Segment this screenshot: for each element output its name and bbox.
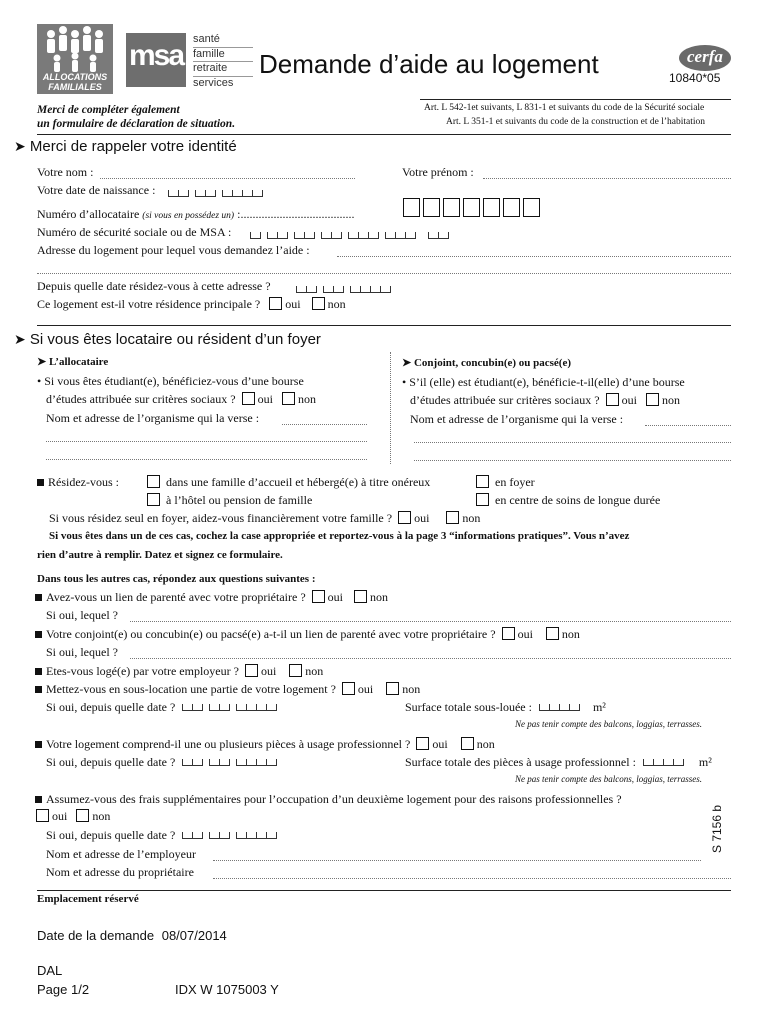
surface-sous-digits[interactable] xyxy=(539,700,580,715)
opt-soins-label: en centre de soins de longue durée xyxy=(495,493,661,507)
cerfa-text: cerfa xyxy=(687,47,723,66)
dal-code: DAL xyxy=(37,963,63,978)
logo-text-line2: FAMILIALES xyxy=(48,82,102,92)
col2-organisme-label: Nom et adresse de l’organisme qui la verse : xyxy=(410,412,624,426)
autres-cas-label: Dans tous les autres cas, répondez aux questions suivantes : xyxy=(37,573,316,585)
arrow-icon: ➤ xyxy=(14,331,26,347)
opt-hotel-row xyxy=(144,493,312,508)
secu-label: Numéro de sécurité sociale ou de MSA : xyxy=(37,225,232,239)
col1-oui-label: oui xyxy=(257,392,273,406)
foyer-aide-oui-checkbox[interactable] xyxy=(398,511,411,524)
col2-bourse-oui-checkbox[interactable] xyxy=(606,393,619,406)
side-code: S 7156 b xyxy=(710,804,724,853)
balcons-note-2: Ne pas tenir compte des balcons, loggias, terrasses. xyxy=(515,774,702,784)
idx-code: IDX W 1075003 Y xyxy=(175,982,279,997)
msa-word-famille: famille xyxy=(193,48,253,63)
bullet-square-icon xyxy=(35,594,42,601)
conjoint-non-label: non xyxy=(561,627,580,641)
bullet-square-icon xyxy=(37,479,44,486)
col1-organisme-label: Nom et adresse de l’organisme qui la verse : xyxy=(46,411,260,425)
bullet-square-icon xyxy=(35,668,42,675)
msa-word-services: services xyxy=(193,76,234,89)
col2-bourse-q2-row xyxy=(410,393,680,408)
col-conjoint-title xyxy=(402,356,571,369)
col1-bourse-non-checkbox[interactable] xyxy=(282,392,295,405)
foyer-aide-non-checkbox[interactable] xyxy=(446,511,459,524)
souslocation-non-checkbox[interactable] xyxy=(386,682,399,695)
date-demande-row xyxy=(37,928,227,943)
date-demande-value: 08/07/2014 xyxy=(161,928,227,943)
col2-bourse-non-checkbox[interactable] xyxy=(646,393,659,406)
surface-sous-unit: m² xyxy=(592,700,606,714)
col-allocataire-title-text: L’allocataire xyxy=(48,356,109,368)
opt-foyer-row xyxy=(473,475,535,490)
allocataire-number-boxes[interactable] xyxy=(403,198,543,221)
souslocation-date-row xyxy=(46,700,283,715)
employeur-non-label: non xyxy=(305,664,324,678)
intro-line1: Merci de compléter également xyxy=(37,104,180,116)
nom-label: Votre nom : xyxy=(37,165,94,179)
msa-word-retraite: retraite xyxy=(193,62,253,77)
foyer-aide-row xyxy=(49,511,480,526)
section-rule-locataire xyxy=(37,325,731,326)
column-divider xyxy=(390,352,391,464)
nom-input[interactable] xyxy=(100,178,355,179)
depuis-digits[interactable] xyxy=(296,282,397,297)
deuxieme-date-label: Si oui, depuis quelle date ? xyxy=(46,828,176,842)
arrow-icon: ➤ xyxy=(37,356,47,368)
souslocation-row xyxy=(35,682,420,697)
parente-row xyxy=(35,590,388,605)
conjoint-parente-row xyxy=(35,627,580,642)
note-line2: rien d’autre à remplir. Datez et signez ce formulaire. xyxy=(37,549,283,561)
residez-label xyxy=(37,475,119,490)
note-line1: Si vous êtes dans un de ces cas, cochez la case appropriée et reportez-vous à la page 3 “informations pratiques”. Vous n’avez xyxy=(49,530,630,542)
col2-non-label: non xyxy=(661,393,680,407)
conjoint-parente-non-checkbox[interactable] xyxy=(546,627,559,640)
conjoint-parente-label: Votre conjoint(e) ou concubin(e) ou pacsé(e) a-t-il un lien de parenté avec votre propriétaire ? xyxy=(46,627,496,641)
arrow-icon: ➤ xyxy=(402,357,412,369)
employeur-oui-checkbox[interactable] xyxy=(245,664,258,677)
deuxieme-row xyxy=(35,792,622,807)
foyer-non-label: non xyxy=(462,511,481,525)
deuxieme-non-label: non xyxy=(92,809,111,823)
col-allocataire-title xyxy=(37,355,108,368)
bullet-square-icon xyxy=(35,741,42,748)
employeur-row xyxy=(35,664,323,679)
employeur-label: Etes-vous logé(e) par votre employeur ? xyxy=(46,664,239,678)
depuis-label: Depuis quelle date résidez-vous à cette adresse ? xyxy=(37,279,271,293)
pro-date-label: Si oui, depuis quelle date ? xyxy=(46,755,176,769)
surface-sous-row xyxy=(405,700,606,715)
souslocation-date-digits[interactable] xyxy=(182,700,283,715)
parente-oui-checkbox[interactable] xyxy=(312,590,325,603)
pro-oui-checkbox[interactable] xyxy=(416,737,429,750)
parente-oui-label: oui xyxy=(327,590,343,604)
parente-label: Avez-vous un lien de parenté avec votre propriétaire ? xyxy=(46,590,306,604)
cerfa-number: 10840*05 xyxy=(669,71,721,85)
logo-text-line1: ALLOCATIONS xyxy=(42,72,108,82)
employeur-oui-label: oui xyxy=(260,664,277,678)
principale-row xyxy=(37,297,346,312)
opt-hotel-checkbox[interactable] xyxy=(147,493,160,506)
pro-oui-label: oui xyxy=(432,737,448,751)
allocations-familiales-logo xyxy=(37,24,113,94)
opt-foyer-checkbox[interactable] xyxy=(476,475,489,488)
col1-bourse-oui-checkbox[interactable] xyxy=(242,392,255,405)
surface-pro-row xyxy=(405,755,712,770)
pro-date-row xyxy=(46,755,283,770)
foyer-oui-label: oui xyxy=(414,511,430,525)
principale-oui-checkbox[interactable] xyxy=(269,297,282,310)
deuxieme-oui-checkbox[interactable] xyxy=(36,809,49,822)
identity-title-text: Merci de rappeler votre identité xyxy=(29,138,237,155)
principale-label: Ce logement est-il votre résidence principale ? xyxy=(37,297,261,311)
nom-proprietaire-input[interactable] xyxy=(213,878,731,879)
opt-famille-label: dans une famille d’accueil et hébergé(e) à titre onéreux xyxy=(166,475,431,489)
secu-digits[interactable] xyxy=(250,228,455,243)
pro-non-label: non xyxy=(476,737,495,751)
col1-non-label: non xyxy=(297,392,316,406)
opt-famille-checkbox[interactable] xyxy=(147,475,160,488)
souslocation-oui-label: oui xyxy=(357,682,374,696)
msa-word-sante: santé xyxy=(193,33,253,48)
employeur-non-checkbox[interactable] xyxy=(289,664,302,677)
opt-hotel-label: à l’hôtel ou pension de famille xyxy=(166,493,313,507)
pro-date-digits[interactable] xyxy=(182,755,283,770)
adresse-label: Adresse du logement pour lequel vous demandez l’aide : xyxy=(37,243,310,257)
conjoint-parente-oui-checkbox[interactable] xyxy=(502,627,515,640)
bullet-square-icon xyxy=(35,796,42,803)
col1-organisme-input-2[interactable] xyxy=(46,441,367,442)
parente-lequel-input[interactable] xyxy=(130,621,731,622)
locataire-title-text: Si vous êtes locataire ou résident d’un foyer xyxy=(29,331,321,348)
col2-organisme-input-2[interactable] xyxy=(414,442,731,443)
col1-organisme-input-3[interactable] xyxy=(46,459,367,460)
allocataire-label-text: Numéro d’allocataire xyxy=(37,207,140,221)
col-conjoint-title-text: Conjoint, concubin(e) ou pacsé(e) xyxy=(413,357,572,369)
naissance-digits[interactable] xyxy=(168,186,269,201)
surface-sous-label: Surface totale sous-louée : xyxy=(405,700,532,714)
balcons-note-1: Ne pas tenir compte des balcons, loggias, terrasses. xyxy=(515,719,702,729)
family-figures-icon xyxy=(37,24,113,74)
prenom-input[interactable] xyxy=(483,178,731,179)
opt-soins-row xyxy=(473,493,660,508)
parente-non-checkbox[interactable] xyxy=(354,590,367,603)
nom-proprietaire-label: Nom et adresse du propriétaire xyxy=(46,865,194,879)
col2-oui-label: oui xyxy=(621,393,637,407)
surface-pro-unit: m² xyxy=(698,755,712,769)
article-ref-2: Art. L 351-1 et suivants du code de la construction et de l’habitation xyxy=(446,117,705,127)
page-title: Demande d’aide au logement xyxy=(259,49,599,79)
deuxieme-answers xyxy=(33,809,110,824)
pro-non-checkbox[interactable] xyxy=(461,737,474,750)
col1-bourse-q1: • Si vous êtes étudiant(e), bénéficiez-vous d’une bourse xyxy=(37,374,304,388)
parente-non-label: non xyxy=(370,590,388,604)
naissance-label: Votre date de naissance : xyxy=(37,183,156,197)
col2-organisme-input-3[interactable] xyxy=(414,460,731,461)
opt-famille-row xyxy=(144,475,430,490)
adresse-input-1[interactable] xyxy=(337,256,731,257)
pro-label: Votre logement comprend-il une ou plusieurs pièces à usage professionnel ? xyxy=(46,737,411,751)
souslocation-label: Mettez-vous en sous-location une partie de votre logement ? xyxy=(46,682,336,696)
pro-row xyxy=(35,737,495,752)
residez-label-text: Résidez-vous : xyxy=(48,475,119,489)
deuxieme-label: Assumez-vous des frais supplémentaires pour l’occupation d’un deuxième logement pour des raisons professionnelles ? xyxy=(46,792,622,806)
header-rule xyxy=(420,99,731,100)
surface-pro-digits[interactable] xyxy=(643,755,684,770)
col1-bourse-q2-row xyxy=(46,392,316,407)
emplacement-reserve: Emplacement réservé xyxy=(37,893,139,905)
allocataire-dots: :...................................... xyxy=(234,207,355,221)
col1-bourse-q2: d’études attribuée sur critères sociaux ? xyxy=(46,392,236,406)
article-ref-1: Art. L 542-1et suivants, L 831-1 et suivants du code de la Sécurité sociale xyxy=(424,103,705,113)
opt-foyer-label: en foyer xyxy=(495,475,535,489)
col2-organisme-input-1[interactable] xyxy=(645,425,731,426)
principale-non-checkbox[interactable] xyxy=(312,297,325,310)
section-title-identity xyxy=(14,138,237,155)
msa-words xyxy=(193,33,253,90)
deuxieme-date-digits[interactable] xyxy=(182,828,283,843)
arrow-icon: ➤ xyxy=(14,138,26,154)
col1-organisme-input-1[interactable] xyxy=(282,424,367,425)
surface-pro-label: Surface totale des pièces à usage professionnel : xyxy=(405,755,636,769)
date-demande-label: Date de la demande xyxy=(37,928,155,943)
intro-line2: un formulaire de déclaration de situation. xyxy=(37,118,236,130)
allocataire-label xyxy=(37,207,354,222)
conjoint-oui-label: oui xyxy=(517,627,533,641)
souslocation-non-label: non xyxy=(402,682,421,696)
nom-employeur-input[interactable] xyxy=(213,860,701,861)
prenom-label: Votre prénom : xyxy=(402,165,474,179)
deuxieme-date-row xyxy=(46,828,283,843)
opt-soins-checkbox[interactable] xyxy=(476,493,489,506)
msa-logo xyxy=(126,33,186,87)
conjoint-lequel-input[interactable] xyxy=(130,658,731,659)
bullet-square-icon xyxy=(35,686,42,693)
col2-bourse-q1: • S’il (elle) est étudiant(e), bénéficie-t-il(elle) d’une bourse xyxy=(402,375,685,389)
msa-letters: msa xyxy=(129,39,184,72)
nom-employeur-label: Nom et adresse de l’employeur xyxy=(46,847,196,861)
footer-rule xyxy=(37,890,731,891)
deuxieme-oui-label: oui xyxy=(52,809,68,823)
souslocation-oui-checkbox[interactable] xyxy=(342,682,355,695)
conjoint-lequel-label: Si oui, lequel ? xyxy=(46,645,118,659)
adresse-input-2[interactable] xyxy=(37,273,731,274)
cerfa-logo xyxy=(679,45,731,71)
principale-oui-label: oui xyxy=(285,297,301,311)
parente-lequel-label: Si oui, lequel ? xyxy=(46,608,118,622)
souslocation-date-label: Si oui, depuis quelle date ? xyxy=(46,700,176,714)
page-number: Page 1/2 xyxy=(37,982,90,997)
foyer-aide-label: Si vous résidez seul en foyer, aidez-vous financièrement votre famille ? xyxy=(49,511,393,525)
principale-non-label: non xyxy=(327,297,346,311)
deuxieme-non-checkbox[interactable] xyxy=(76,809,89,822)
col2-bourse-q2: d’études attribuée sur critères sociaux ? xyxy=(410,393,600,407)
section-title-locataire xyxy=(14,331,321,348)
section-rule-identity xyxy=(37,134,731,135)
bullet-square-icon xyxy=(35,631,42,638)
allocataire-note: (si vous en possédez un) xyxy=(142,211,235,221)
